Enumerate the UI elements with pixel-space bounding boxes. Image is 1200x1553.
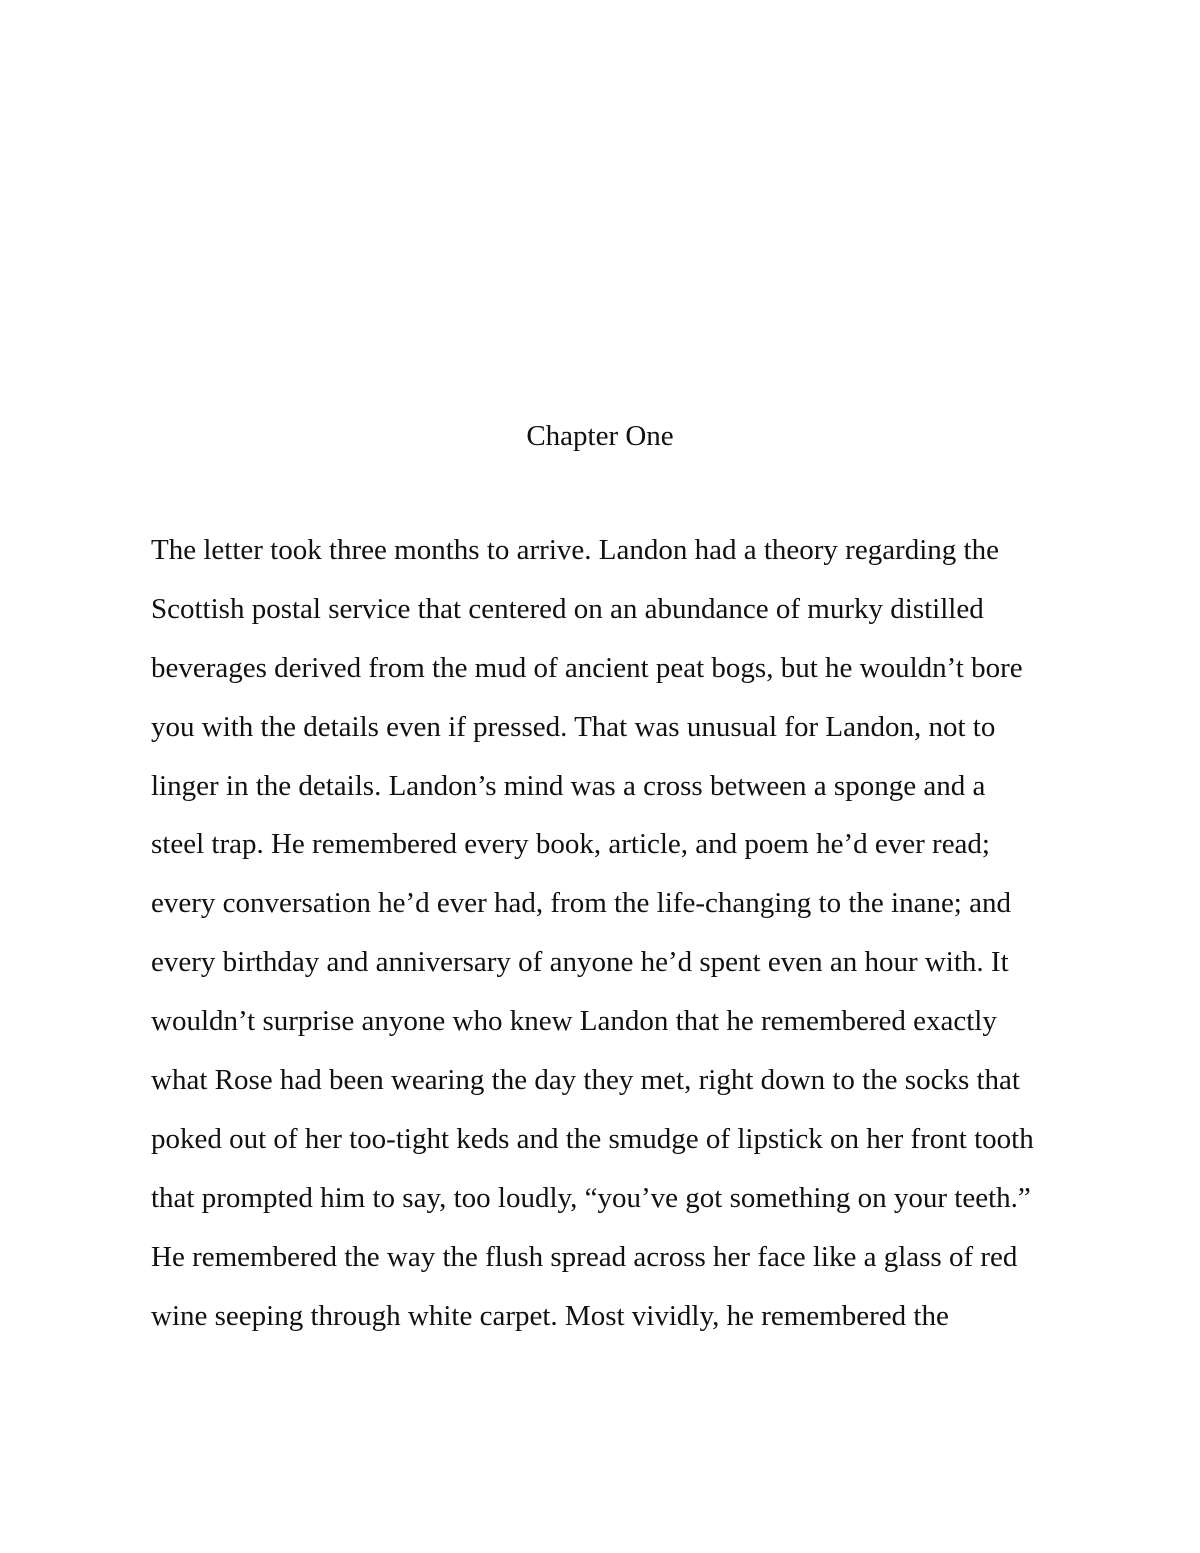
text-line: what Rose had been wearing the day they met, right down to the socks that: [151, 1064, 1020, 1097]
text-line: you with the details even if pressed. That was unusual for Landon, not to: [151, 710, 996, 743]
text-line: that prompted him to say, too loudly, “you’ve got something on your teeth.”: [151, 1181, 1031, 1214]
text-line: wine seeping through white carpet. Most vividly, he remembered the: [151, 1299, 949, 1332]
body-paragraph: [151, 521, 1071, 1345]
text-line: poked out of her too-tight keds and the smudge of lipstick on her front tooth: [151, 1122, 1034, 1155]
text-line: linger in the details. Landon’s mind was a cross between a sponge and a: [151, 769, 986, 802]
text-line: He remembered the way the flush spread across her face like a glass of red: [151, 1240, 1018, 1273]
chapter-title: Chapter One: [526, 420, 674, 452]
text-line: steel trap. He remembered every book, article, and poem he’d ever read;: [151, 828, 990, 861]
text-line: wouldn’t surprise anyone who knew Landon that he remembered exactly: [151, 1005, 997, 1038]
text-line: Scottish postal service that centered on an abundance of murky distilled: [151, 592, 984, 625]
text-line: The letter took three months to arrive. Landon had a theory regarding the: [151, 534, 999, 566]
text-line: every conversation he’d ever had, from the life-changing to the inane; and: [151, 887, 1011, 920]
text-line: every birthday and anniversary of anyone he’d spent even an hour with. It: [151, 946, 1009, 979]
text-line: beverages derived from the mud of ancient peat bogs, but he wouldn’t bore: [151, 651, 1023, 684]
